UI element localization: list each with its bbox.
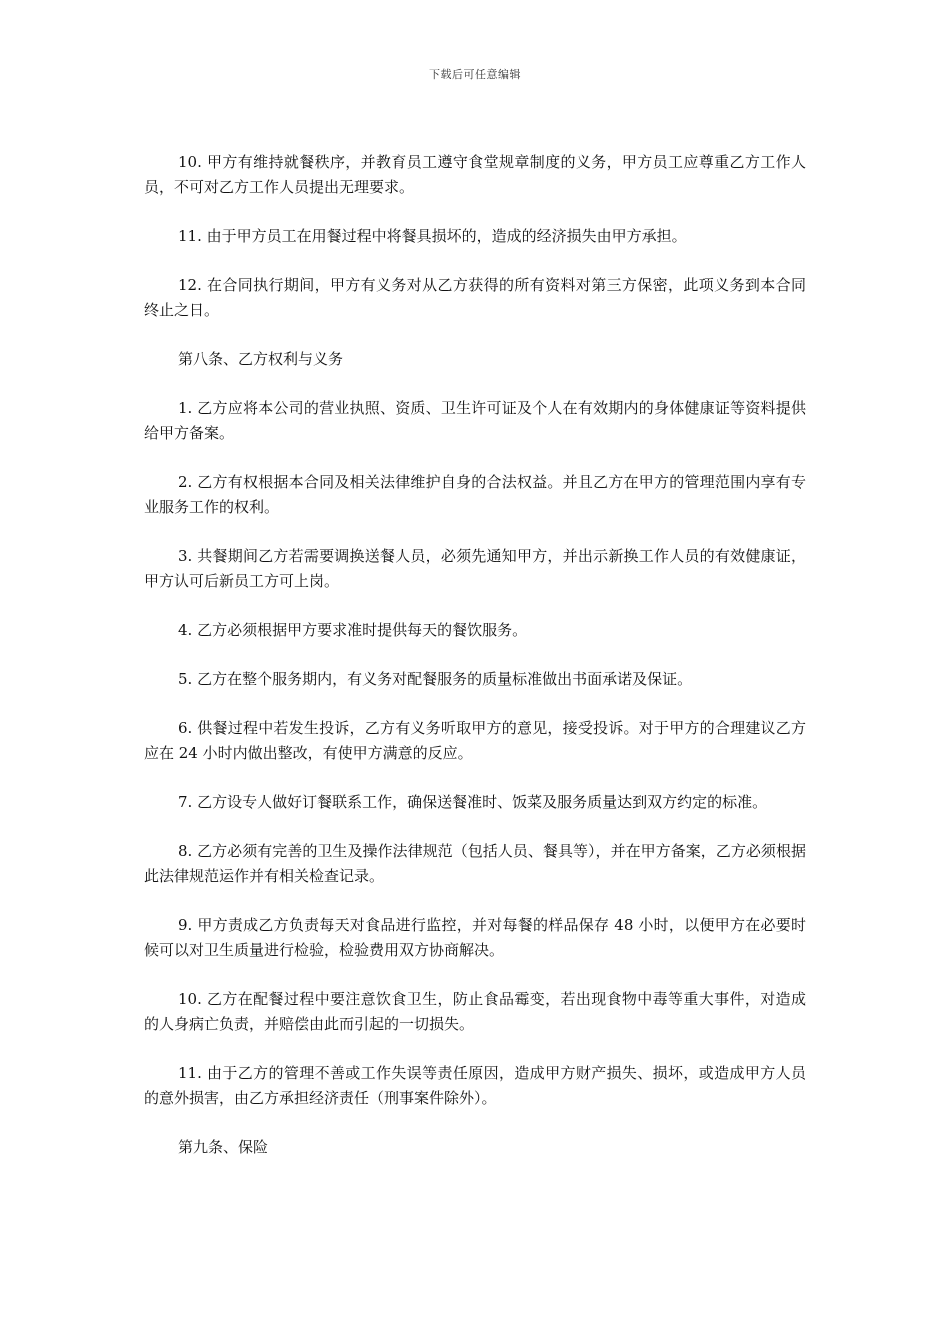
- clause-paragraph: 6. 供餐过程中若发生投诉，乙方有义务听取甲方的意见，接受投诉。对于甲方的合理建议乙方应在 24 小时内做出整改，有使甲方满意的反应。: [144, 719, 806, 762]
- clause-paragraph: 10. 乙方在配餐过程中要注意饮食卫生，防止食品霉变，若出现食物中毒等重大事件，对造成的人身病亡负责，并赔偿由此而引起的一切损失。: [144, 990, 806, 1033]
- document-body: [144, 150, 806, 1184]
- clause-paragraph: 8. 乙方必须有完善的卫生及操作法律规范（包括人员、餐具等），并在甲方备案，乙方必须根据此法律规范运作并有相关检查记录。: [144, 842, 806, 885]
- clause-paragraph: 7. 乙方设专人做好订餐联系工作，确保送餐准时、饭菜及服务质量达到双方约定的标准。: [178, 793, 768, 811]
- clause-paragraph: 1. 乙方应将本公司的营业执照、资质、卫生许可证及个人在有效期内的身体健康证等资料提供给甲方备案。: [144, 399, 806, 442]
- clause-paragraph: 11. 由于甲方员工在用餐过程中将餐具损坏的，造成的经济损失由甲方承担。: [178, 227, 687, 245]
- clause-paragraph: 12. 在合同执行期间，甲方有义务对从乙方获得的所有资料对第三方保密，此项义务到本合同终止之日。: [144, 276, 806, 319]
- clause-paragraph: 11. 由于乙方的管理不善或工作失误等责任原因，造成甲方财产损失、损坏，或造成甲方人员的意外损害，由乙方承担经济责任（刑事案件除外）。: [144, 1064, 806, 1107]
- clause-paragraph: 10. 甲方有维持就餐秩序，并教育员工遵守食堂规章制度的义务，甲方员工应尊重乙方工作人员，不可对乙方工作人员提出无理要求。: [144, 153, 806, 196]
- clause-paragraph: 9. 甲方责成乙方负责每天对食品进行监控，并对每餐的样品保存 48 小时，以便甲方在必要时候可以对卫生质量进行检验，检验费用双方协商解决。: [144, 916, 806, 959]
- header-note: 下载后可任意编辑: [429, 68, 521, 81]
- clause-paragraph: 3. 共餐期间乙方若需要调换送餐人员，必须先通知甲方，并出示新换工作人员的有效健康证，甲方认可后新员工方可上岗。: [144, 547, 806, 590]
- section-heading: 第九条、保险: [178, 1138, 269, 1156]
- clause-paragraph: 2. 乙方有权根据本合同及相关法律维护自身的合法权益。并且乙方在甲方的管理范围内享有专业服务工作的权利。: [144, 473, 806, 516]
- section-heading: 第八条、乙方权利与义务: [178, 350, 344, 368]
- clause-paragraph: 4. 乙方必须根据甲方要求准时提供每天的餐饮服务。: [178, 621, 528, 639]
- clause-paragraph: 5. 乙方在整个服务期内，有义务对配餐服务的质量标准做出书面承诺及保证。: [178, 670, 693, 688]
